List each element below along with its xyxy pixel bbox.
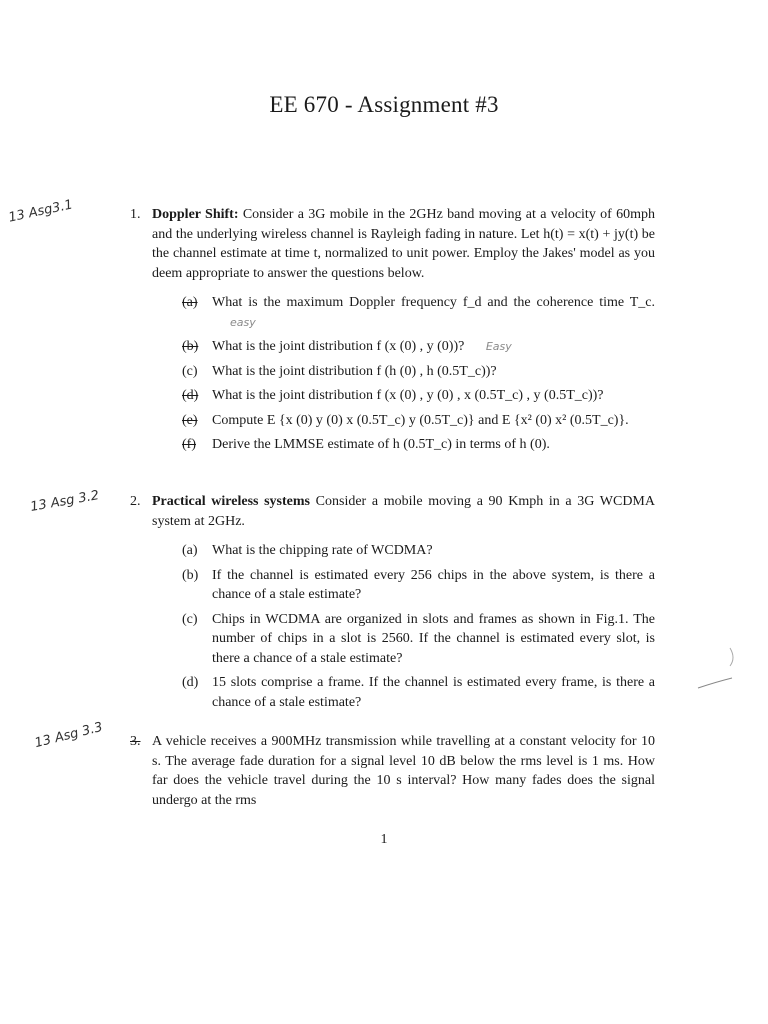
problem-text: Consider a mobile moving a 90 Kmph in a 3G WCDMA system at 2GHz.: [152, 494, 655, 529]
sub-question-e: (e) Compute E {x (0) y (0) x (0.5T_c) y (0.5T_c)} and E {x² (0) x² (0.5T_c)}.: [182, 412, 629, 428]
assignment-title: EE 670 - Assignment #3: [269, 92, 499, 117]
margin-note-3: 13 Asg 3.3: [33, 719, 105, 752]
sub-question-c: (c) Chips in WCDMA are organized in slots and frames as shown in Fig.1. The number of chips in a slot is 2560. If the channel is estimated every slot, is there a chance of a stale estimate?: [182, 611, 655, 666]
handwritten-note: Easy: [485, 340, 512, 353]
sub-question-b: (b) If the channel is estimated every 256 chips in the above system, is there a chance of a stale estimate?: [182, 567, 655, 602]
problem-text: Consider a 3G mobile in the 2GHz band moving at a velocity of 60mph and the underlying wireless channel is Rayleigh fading in nature. Let h(t) = x(t) + jy(t) be the channel estimate at time t, normalized to unit power. Employ the Jakes' model as you deem appropriate to answer the questions below.: [152, 207, 655, 281]
handwritten-note: easy: [230, 315, 256, 329]
problem-1: [130, 205, 655, 460]
sub-question-f: (f) Derive the LMMSE estimate of h (0.5T_c) in terms of h (0).: [182, 437, 550, 452]
sub-question-d: (d) What is the joint distribution f (x (0) , y (0) , x (0.5T_c) , y (0.5T_c))?: [182, 388, 604, 403]
problem-heading: Practical wireless systems: [152, 494, 310, 509]
pen-scribble-icon: [690, 640, 750, 700]
problem-number: 1.: [130, 207, 141, 222]
sub-question-d: (d) 15 slots comprise a frame. If the channel is estimated every frame, is there a chance of a stale estimate?: [182, 675, 655, 710]
sub-question-c: (c) What is the joint distribution f (h (0) , h (0.5T_c))?: [182, 363, 497, 379]
margin-note-2: 13 Asg 3.2: [29, 488, 101, 515]
page-number: 1: [380, 832, 388, 847]
sub-question-list: [182, 541, 655, 712]
problem-heading: Doppler Shift:: [152, 207, 239, 222]
problem-text: A vehicle receives a 900MHz transmission while travelling at a constant velocity for 10 s. The average fade duration for a signal level 10 dB below the rms level is 1 ms. How far does the vehicle travel during the 10 s interval? How many fades does the signal undergo at the rms: [152, 734, 655, 808]
problem-2: [130, 492, 655, 717]
sub-question-a: (a) What is the maximum Doppler frequency f_d and the coherence time T_c. easy: [182, 295, 655, 329]
problem-number: 2.: [130, 494, 141, 509]
margin-note-1: 13 Asg3.1: [7, 197, 75, 226]
problem-3: [130, 732, 655, 810]
sub-question-list: [182, 293, 655, 455]
sub-question-a: (a) What is the chipping rate of WCDMA?: [182, 543, 433, 558]
sub-question-b: (b) What is the joint distribution f (x (0) , y (0))? Easy: [182, 339, 512, 354]
problem-number: 3.: [130, 734, 141, 749]
